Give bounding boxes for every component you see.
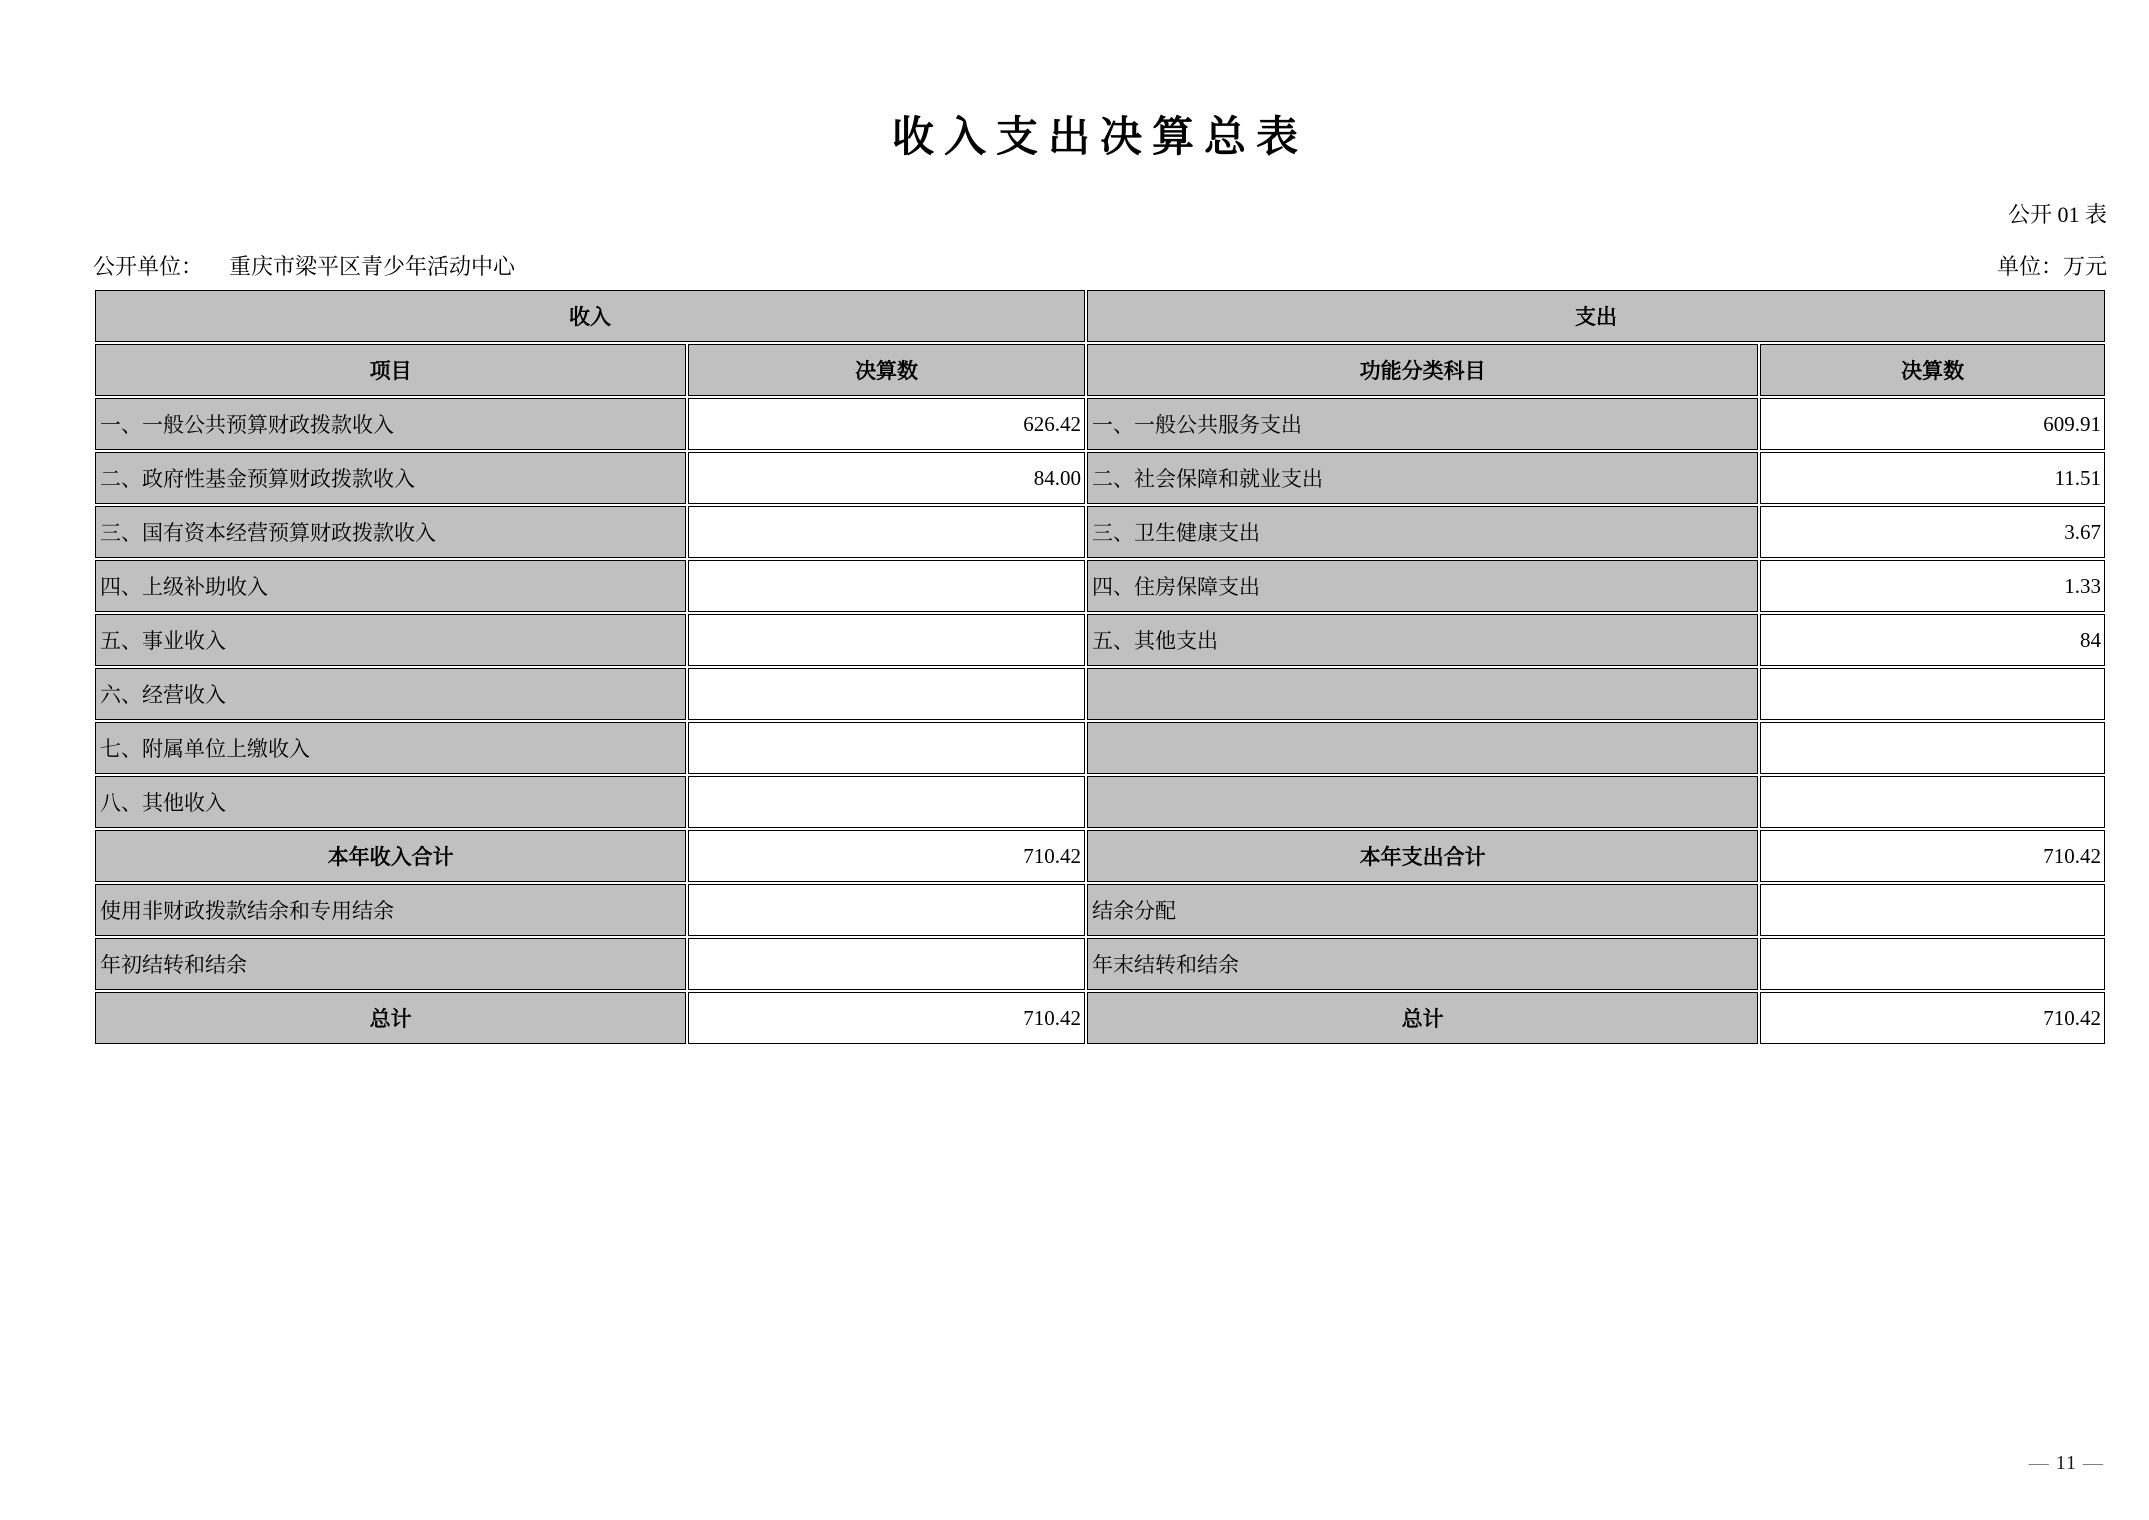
expense-item-cell: 五、其他支出 — [1087, 614, 1758, 666]
unit-note: 单位：万元 — [1996, 254, 2107, 279]
income-section-header: 收入 — [95, 290, 1085, 342]
income-value-cell: 84.00 — [688, 452, 1085, 504]
expense-value-header: 决算数 — [1760, 344, 2105, 396]
income-value-header: 决算数 — [688, 344, 1085, 396]
expense-item-cell — [1087, 668, 1758, 720]
expense-value-cell: 1.33 — [1760, 560, 2105, 612]
expense-value-cell — [1760, 722, 2105, 774]
summary-table — [93, 288, 2107, 1046]
income-item-cell: 六、经营收入 — [95, 668, 686, 720]
income-value-cell — [688, 776, 1085, 828]
expense-item-cell: 一、一般公共服务支出 — [1087, 398, 1758, 450]
table-row — [95, 668, 2105, 720]
income-item-cell: 二、政府性基金预算财政拨款收入 — [95, 452, 686, 504]
expense-value-cell — [1760, 938, 2105, 990]
annual-expense-total-label: 本年支出合计 — [1087, 830, 1758, 882]
annual-total-row — [95, 830, 2105, 882]
income-value-cell — [688, 884, 1085, 936]
expense-value-cell — [1760, 884, 2105, 936]
income-value-cell — [688, 938, 1085, 990]
publisher-line — [93, 250, 515, 281]
publisher-label: 公开单位： — [93, 254, 204, 279]
document-content — [93, 0, 2107, 1046]
table-row — [95, 506, 2105, 558]
income-item-cell: 年初结转和结余 — [95, 938, 686, 990]
income-value-cell — [688, 668, 1085, 720]
grand-expense-total-label: 总计 — [1087, 992, 1758, 1044]
income-item-cell: 使用非财政拨款结余和专用结余 — [95, 884, 686, 936]
expense-item-cell — [1087, 722, 1758, 774]
grand-income-total-label: 总计 — [95, 992, 686, 1044]
income-value-cell — [688, 560, 1085, 612]
income-item-cell: 七、附属单位上缴收入 — [95, 722, 686, 774]
table-row — [95, 722, 2105, 774]
page-number-right-dash: — — [2083, 1452, 2104, 1474]
expense-item-header: 功能分类科目 — [1087, 344, 1758, 396]
expense-item-cell: 四、住房保障支出 — [1087, 560, 1758, 612]
grand-expense-total-value: 710.42 — [1760, 992, 2105, 1044]
expense-section-header: 支出 — [1087, 290, 2105, 342]
income-item-cell: 三、国有资本经营预算财政拨款收入 — [95, 506, 686, 558]
income-item-cell: 五、事业收入 — [95, 614, 686, 666]
grand-total-row — [95, 992, 2105, 1044]
page-title: 收入支出决算总表 — [891, 115, 1308, 161]
income-item-cell: 八、其他收入 — [95, 776, 686, 828]
income-value-cell — [688, 722, 1085, 774]
section-header-row — [95, 290, 2105, 342]
income-value-cell — [688, 614, 1085, 666]
expense-value-cell — [1760, 776, 2105, 828]
expense-value-cell — [1760, 668, 2105, 720]
table-code-label: 公开 01 表 — [2007, 202, 2107, 227]
income-value-cell — [688, 506, 1085, 558]
table-row — [95, 776, 2105, 828]
expense-value-cell: 609.91 — [1760, 398, 2105, 450]
expense-item-cell: 结余分配 — [1087, 884, 1758, 936]
expense-item-cell: 二、社会保障和就业支出 — [1087, 452, 1758, 504]
annual-income-total-label: 本年收入合计 — [95, 830, 686, 882]
annual-income-total-value: 710.42 — [688, 830, 1085, 882]
expense-value-cell: 84 — [1760, 614, 2105, 666]
meta-line — [93, 250, 2107, 281]
grand-income-total-value: 710.42 — [688, 992, 1085, 1044]
income-item-cell: 一、一般公共预算财政拨款收入 — [95, 398, 686, 450]
table-row — [95, 560, 2105, 612]
table-row — [95, 398, 2105, 450]
expense-value-cell: 11.51 — [1760, 452, 2105, 504]
expense-value-cell: 3.67 — [1760, 506, 2105, 558]
income-value-cell: 626.42 — [688, 398, 1085, 450]
page-number-value: 11 — [2055, 1452, 2077, 1474]
table-row — [95, 614, 2105, 666]
expense-item-cell: 年末结转和结余 — [1087, 938, 1758, 990]
table-row — [95, 884, 2105, 936]
table-row — [95, 938, 2105, 990]
expense-item-cell: 三、卫生健康支出 — [1087, 506, 1758, 558]
column-header-row — [95, 344, 2105, 396]
income-item-cell: 四、上级补助收入 — [95, 560, 686, 612]
table-row — [95, 452, 2105, 504]
income-item-header: 项目 — [95, 344, 686, 396]
expense-item-cell — [1087, 776, 1758, 828]
annual-expense-total-value: 710.42 — [1760, 830, 2105, 882]
page-number-left-dash: — — [2028, 1452, 2050, 1474]
page-number — [2029, 1452, 2104, 1475]
publisher-name: 重庆市梁平区青少年活动中心 — [229, 254, 516, 279]
